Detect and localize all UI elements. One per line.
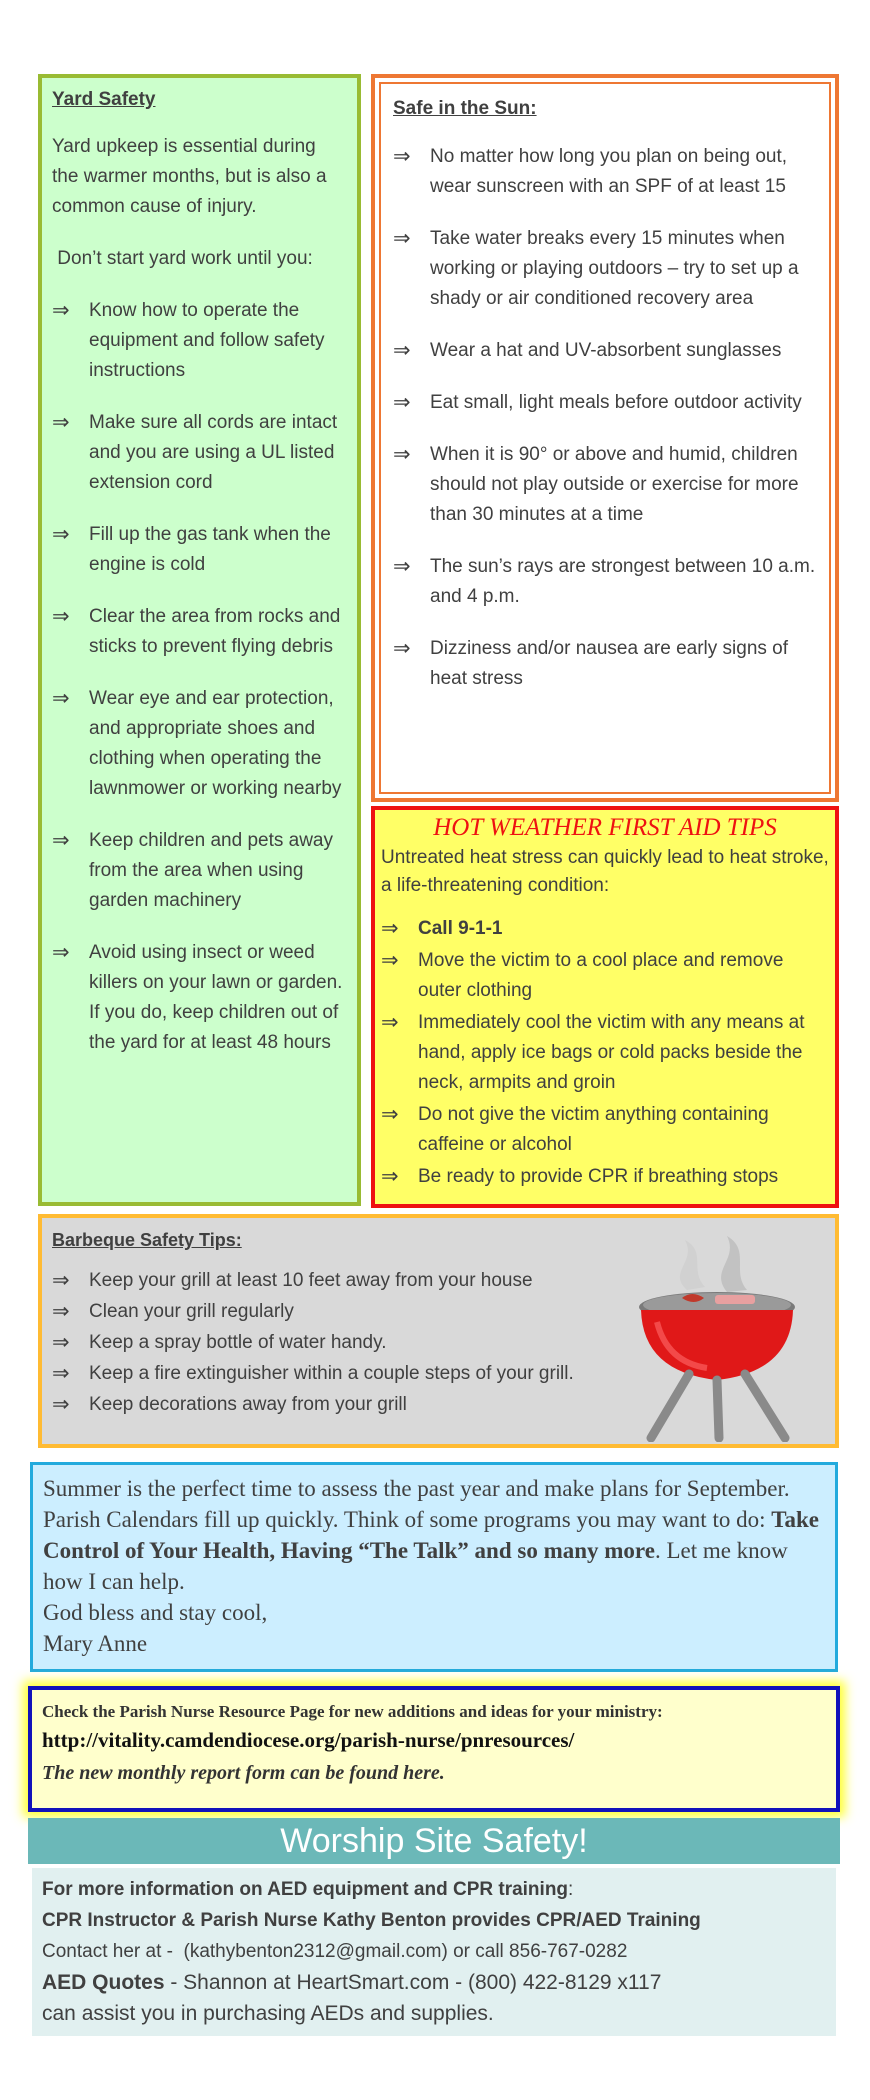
parish-message-closing: God bless and stay cool, xyxy=(43,1600,268,1625)
contact-line: Contact her at - (kathybenton2312@gmail.com) or call 856-767-0282 xyxy=(42,1941,628,1962)
yard-safety-panel xyxy=(38,74,361,1206)
double-right-arrow-icon: ⇒ xyxy=(52,299,70,322)
list-item: ⇒ Dizziness and/or nausea are early signs of heat stress xyxy=(393,634,817,694)
double-right-arrow-icon: ⇒ xyxy=(52,1331,70,1354)
double-right-arrow-icon: ⇒ xyxy=(381,1165,399,1188)
double-right-arrow-icon: ⇒ xyxy=(393,339,411,362)
list-item: ⇒ Make sure all cords are intact and you are using a UL listed extension cord xyxy=(52,408,347,498)
double-right-arrow-icon: ⇒ xyxy=(52,829,70,852)
list-item: ⇒ Call 9-1-1 xyxy=(381,914,829,944)
list-item: ⇒ Know how to operate the equipment and follow safety instructions xyxy=(52,296,347,386)
double-right-arrow-icon: ⇒ xyxy=(52,605,70,628)
resource-page-note: The new monthly report form can be found here. xyxy=(42,1762,445,1784)
sun-safety-list xyxy=(393,142,817,694)
sun-safety-title: Safe in the Sun: xyxy=(393,98,537,119)
list-item: ⇒ Eat small, light meals before outdoor activity xyxy=(393,388,817,418)
double-right-arrow-icon: ⇒ xyxy=(52,687,70,710)
barbecue-grill-icon xyxy=(627,1232,807,1442)
double-right-arrow-icon: ⇒ xyxy=(381,1011,399,1034)
list-item: ⇒ Move the victim to a cool place and remove outer clothing xyxy=(381,946,829,1006)
list-item: ⇒ Wear a hat and UV-absorbent sunglasses xyxy=(393,336,817,366)
list-item: ⇒ Keep children and pets away from the area when using garden machinery xyxy=(52,826,347,916)
aed-info-line: For more information on AED equipment and CPR training: xyxy=(42,1879,574,1900)
double-right-arrow-icon: ⇒ xyxy=(393,391,411,414)
yard-safety-title: Yard Safety xyxy=(52,89,156,110)
aed-cpr-info-panel xyxy=(32,1868,836,2036)
yard-safety-list xyxy=(52,296,347,1058)
list-item: ⇒ No matter how long you plan on being out, wear sunscreen with an SPF of at least 15 xyxy=(393,142,817,202)
resource-page-panel xyxy=(28,1686,840,1812)
list-item: ⇒ Clear the area from rocks and sticks to prevent flying debris xyxy=(52,602,347,662)
parish-message-panel xyxy=(30,1462,838,1672)
double-right-arrow-icon: ⇒ xyxy=(52,941,70,964)
list-item: ⇒ Avoid using insect or weed killers on your lawn or garden. If you do, keep children out of the yard for at least 48 hours xyxy=(52,938,347,1058)
hot-weather-first-aid-panel xyxy=(371,806,839,1208)
list-item: ⇒ Be ready to provide CPR if breathing stops xyxy=(381,1162,829,1192)
double-right-arrow-icon: ⇒ xyxy=(52,1300,70,1323)
aed-supplies-line: can assist you in purchasing AEDs and supplies. xyxy=(42,2002,494,2025)
list-item: ⇒ Fill up the gas tank when the engine is cold xyxy=(52,520,347,580)
list-item: ⇒ Do not give the victim anything containing caffeine or alcohol xyxy=(381,1100,829,1160)
list-item: ⇒ The sun’s rays are strongest between 10 a.m. and 4 p.m. xyxy=(393,552,817,612)
double-right-arrow-icon: ⇒ xyxy=(381,949,399,972)
aed-quotes-line: AED Quotes - Shannon at HeartSmart.com - (800) 422-8129 x117 xyxy=(42,1971,662,1994)
double-right-arrow-icon: ⇒ xyxy=(52,1393,70,1416)
sun-safety-panel xyxy=(371,74,839,802)
double-right-arrow-icon: ⇒ xyxy=(52,411,70,434)
yard-safety-intro: Yard upkeep is essential during the warmer months, but is also a common cause of injury. xyxy=(52,136,327,217)
double-right-arrow-icon: ⇒ xyxy=(393,637,411,660)
double-right-arrow-icon: ⇒ xyxy=(52,523,70,546)
list-item: ⇒ Wear eye and ear protection, and appropriate shoes and clothing when operating the lawnmower or working nearby xyxy=(52,684,347,804)
worship-site-safety-banner: Worship Site Safety! xyxy=(28,1818,840,1864)
list-item: ⇒ Keep decorations away from your grill xyxy=(52,1390,825,1420)
list-item: ⇒ Take water breaks every 15 minutes when working or playing outdoors – try to set up a shady or air conditioned recovery area xyxy=(393,224,817,314)
double-right-arrow-icon: ⇒ xyxy=(381,1103,399,1126)
list-item: ⇒ When it is 90° or above and humid, children should not play outside or exercise for more than 30 minutes at a time xyxy=(393,440,817,530)
list-item: ⇒ Keep a spray bottle of water handy. xyxy=(52,1328,825,1358)
list-item: ⇒ Clean your grill regularly xyxy=(52,1297,825,1327)
list-item: ⇒ Keep your grill at least 10 feet away from your house xyxy=(52,1266,825,1296)
hot-weather-list xyxy=(381,914,829,1192)
resource-page-link[interactable]: http://vitality.camdendiocese.org/parish-nurse/pnresources/ xyxy=(42,1728,575,1752)
cpr-instructor-line: CPR Instructor & Parish Nurse Kathy Benton provides CPR/AED Training xyxy=(42,1910,701,1931)
parish-message-signature: Mary Anne xyxy=(43,1631,148,1656)
double-right-arrow-icon: ⇒ xyxy=(393,145,411,168)
yard-safety-lead: Don’t start yard work until you: xyxy=(52,248,313,269)
barbeque-safety-panel xyxy=(38,1214,839,1448)
double-right-arrow-icon: ⇒ xyxy=(52,1362,70,1385)
double-right-arrow-icon: ⇒ xyxy=(393,555,411,578)
double-right-arrow-icon: ⇒ xyxy=(52,1269,70,1292)
resource-page-intro: Check the Parish Nurse Resource Page for new additions and ideas for your ministry: xyxy=(42,1702,663,1721)
barbeque-safety-title: Barbeque Safety Tips: xyxy=(52,1230,242,1250)
double-right-arrow-icon: ⇒ xyxy=(393,443,411,466)
list-item: ⇒ Immediately cool the victim with any means at hand, apply ice bags or cold packs beside the neck, armpits and groin xyxy=(381,1008,829,1098)
double-right-arrow-icon: ⇒ xyxy=(393,227,411,250)
parish-message-body: Summer is the perfect time to assess the past year and make plans for September. Parish Calendars fill up quickly. Think of some programs you may want to do: Take Control of Your Health, Having “The Talk” and so many more. Let me know how I can help. xyxy=(43,1476,819,1594)
double-right-arrow-icon: ⇒ xyxy=(381,917,399,940)
hot-weather-intro: Untreated heat stress can quickly lead to heat stroke, a life-threatening condition: xyxy=(381,847,829,896)
hot-weather-title: HOT WEATHER FIRST AID TIPS xyxy=(433,814,777,841)
list-item: ⇒ Keep a fire extinguisher within a couple steps of your grill. xyxy=(52,1359,825,1389)
